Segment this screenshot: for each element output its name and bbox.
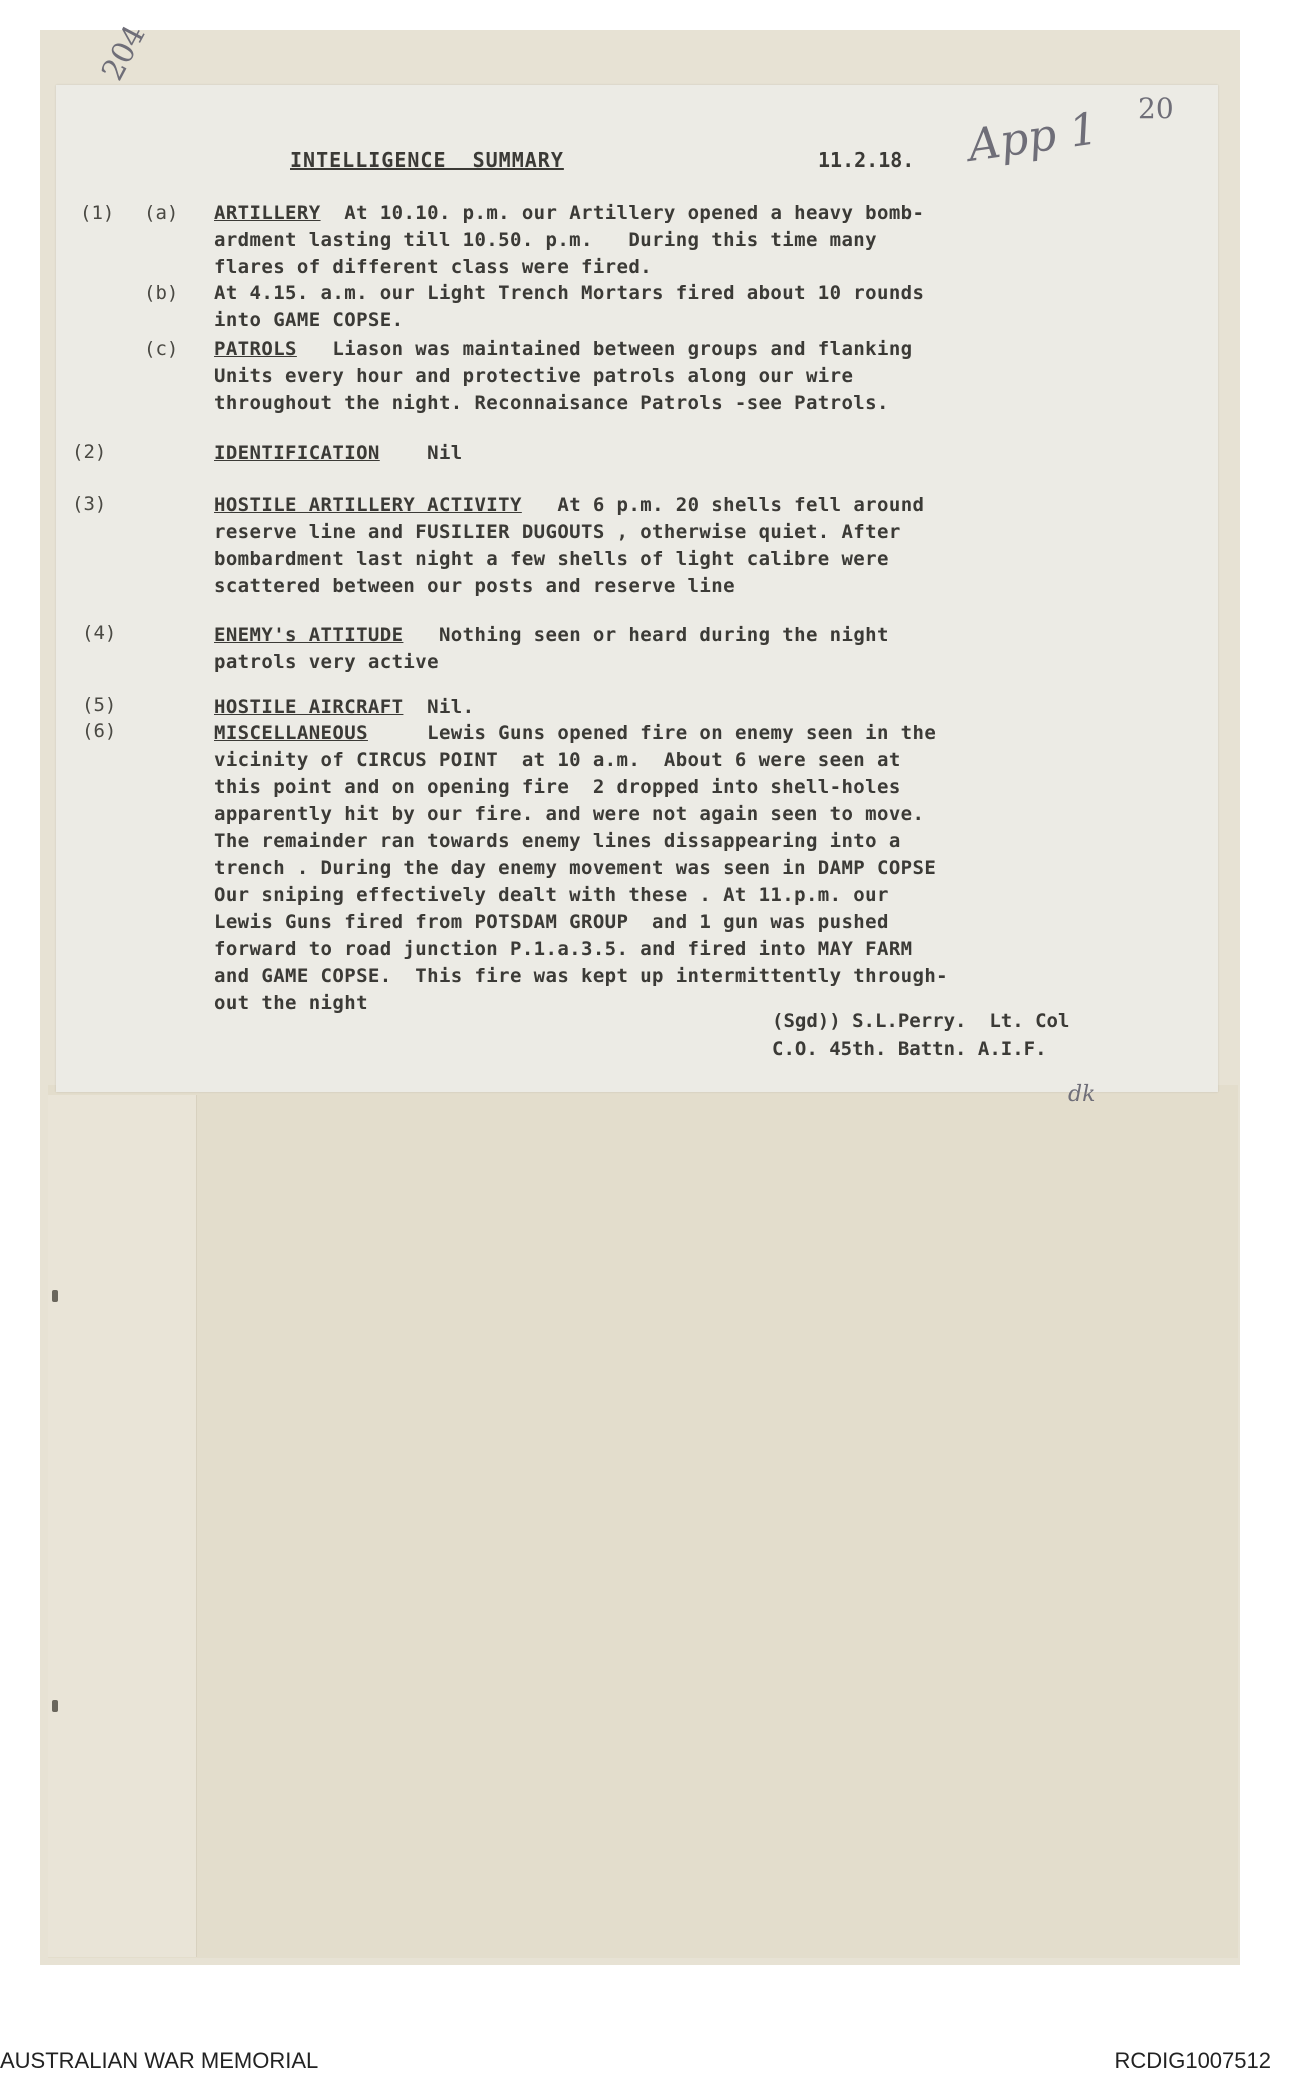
paragraph-trench-mortars	[214, 280, 924, 334]
text-line: forward to road junction P.1.a.3.5. and fired into MAY FARM	[214, 938, 913, 960]
text-line: flares of different class were fired.	[214, 256, 653, 278]
archive-number: 204	[95, 19, 153, 87]
paragraph-enemy-attitude	[214, 622, 889, 676]
heading-patrols: PATROLS	[214, 338, 297, 360]
document-date: 11.2.18.	[818, 148, 915, 172]
heading-enemy-attitude: ENEMY's ATTITUDE	[214, 624, 404, 646]
heading-artillery: ARTILLERY	[214, 202, 321, 224]
text-line: trench . During the day enemy movement was seen in DAMP COPSE	[214, 857, 937, 879]
binding-hole	[52, 1290, 58, 1302]
item-number: (6)	[82, 720, 117, 742]
item-number: (4)	[82, 622, 117, 644]
item-number: (1)	[80, 202, 115, 224]
text-line: reserve line and FUSILIER DUGOUTS , otherwise quiet. After	[214, 521, 901, 543]
item-subnumber: (b)	[144, 282, 179, 304]
paragraph-hostile-artillery	[214, 492, 924, 600]
text-line: At 10.10. p.m. our Artillery opened a heavy bomb-	[344, 202, 925, 224]
footer-institution: AUSTRALIAN WAR MEMORIAL	[0, 2048, 319, 2073]
paragraph-hostile-aircraft	[214, 694, 474, 721]
signature-title: C.O. 45th. Battn. A.I.F.	[772, 1038, 1047, 1060]
appendix-annotation: App 1	[965, 103, 1102, 172]
heading-hostile-artillery: HOSTILE ARTILLERY ACTIVITY	[214, 494, 522, 516]
text-line: Nil	[427, 442, 463, 464]
paragraph-miscellaneous	[214, 720, 948, 1017]
item-number: (2)	[72, 441, 107, 463]
text-line: this point and on opening fire 2 dropped into shell-holes	[214, 776, 901, 798]
text-line: patrols very active	[214, 651, 439, 673]
paragraph-artillery	[214, 200, 924, 281]
item-number: (5)	[82, 694, 117, 716]
item-subnumber: (a)	[144, 202, 179, 224]
text-line: Our sniping effectively dealt with these . At 11.p.m. our	[214, 884, 889, 906]
item-number: (3)	[72, 493, 107, 515]
text-line: Nothing seen or heard during the night	[438, 624, 889, 646]
paragraph-patrols	[214, 336, 913, 417]
text-line: Lewis Guns fired from POTSDAM GROUP and 1 gun was pushed	[214, 911, 889, 933]
text-line: At 4.15. a.m. our Light Trench Mortars fired about 10 rounds	[214, 282, 925, 304]
text-line: Liason was maintained between groups and flanking	[332, 338, 913, 360]
paragraph-identification	[214, 440, 463, 467]
text-line: The remainder ran towards enemy lines dissappearing into a	[214, 830, 901, 852]
binding-strip	[48, 1095, 197, 1957]
text-line: ardment lasting till 10.50. p.m. During this time many	[214, 229, 877, 251]
text-line: apparently hit by our fire. and were not again seen to move.	[214, 803, 925, 825]
document-title: INTELLIGENCE SUMMARY	[290, 148, 564, 172]
heading-identification: IDENTIFICATION	[214, 442, 380, 464]
text-line: Lewis Guns opened fire on enemy seen in the	[427, 722, 937, 744]
footer-record-id: RCDIG1007512	[1114, 2048, 1271, 2073]
text-line: At 6 p.m. 20 shells fell around	[557, 494, 925, 516]
text-line: and GAME COPSE. This fire was kept up intermittently through-	[214, 965, 949, 987]
signature-name: (Sgd)) S.L.Perry. Lt. Col	[772, 1010, 1070, 1032]
binding-hole	[52, 1700, 58, 1712]
text-line: out the night	[214, 992, 368, 1014]
page-number: 20	[1138, 92, 1174, 125]
text-line: scattered between our posts and reserve line	[214, 575, 735, 597]
text-line: into GAME COPSE.	[214, 309, 404, 331]
text-line: bombardment last night a few shells of light calibre were	[214, 548, 889, 570]
text-line: throughout the night. Reconnaisance Patrols -see Patrols.	[214, 392, 889, 414]
initials-annotation: dk	[1068, 1082, 1096, 1107]
text-line: vicinity of CIRCUS POINT at 10 a.m. About 6 were seen at	[214, 749, 901, 771]
lower-sheet	[48, 1085, 1238, 1958]
text-line: Nil.	[427, 696, 475, 718]
item-subnumber: (c)	[144, 338, 179, 360]
heading-hostile-aircraft: HOSTILE AIRCRAFT	[214, 696, 404, 718]
text-line: Units every hour and protective patrols along our wire	[214, 365, 854, 387]
heading-miscellaneous: MISCELLANEOUS	[214, 722, 368, 744]
